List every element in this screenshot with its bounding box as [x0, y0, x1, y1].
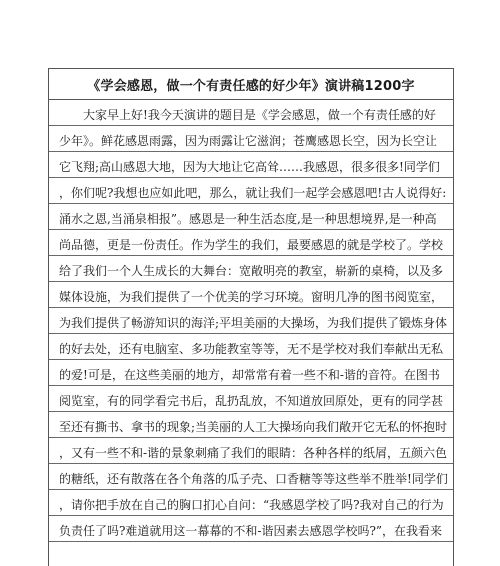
text-line: 负责任了吗?难道就用这一幕幕的不和-谐因素去感恩学校吗?”，在我看来 — [49, 516, 453, 542]
text-line: ，又有一些不和-谐的景象刺痛了我们的眼睛：各种各样的纸屑，五颜六色 — [49, 438, 453, 464]
text-line: 尚品德，更是一份责任。作为学生的我们，最要感恩的就是学校了。学校 — [49, 230, 453, 256]
text-line: 给了我们一个人生成长的大舞台：宽敞明亮的教室，崭新的桌椅，以及多 — [49, 256, 453, 282]
document-title: 《学会感恩，做一个有责任感的好少年》演讲稿1200字 — [49, 69, 453, 100]
text-line: 少年》。鲜花感恩雨露，因为雨露让它滋润；苍鹰感恩长空，因为长空让 — [49, 126, 453, 152]
text-line: 它飞翔;高山感恩大地，因为大地让它高耸……我感恩，很多很多!同学们 — [49, 152, 453, 178]
document-page — [48, 68, 454, 566]
text-line: ，你们呢?我想也应如此吧，那么，就让我们一起学会感恩吧!古人说得好: — [49, 178, 453, 204]
text-line: ，请你把手放在自己的胸口扪心自问：“我感恩学校了吗?我对自己的行为 — [49, 490, 453, 516]
text-line: 至还有撕书、拿书的现象;当美丽的人工大操场向我们敞开它无私的怀抱时 — [49, 412, 453, 438]
text-line: 涌水之恩,当涌泉相报”。感恩是一种生活态度,是一种思想境界,是一种高 — [49, 204, 453, 230]
text-line: 大家早上好!我今天演讲的题目是《学会感恩，做一个有责任感的好 — [49, 100, 453, 126]
text-line: 的好去处，还有电脑室、多功能教室等等，无不是学校对我们奉献出无私 — [49, 334, 453, 360]
text-line: 阅览室，有的同学看完书后，乱扔乱放，不知道放回原处，更有的同学甚 — [49, 386, 453, 412]
text-line: 的糖纸，还有散落在各个角落的瓜子壳、口香糖等等这些举不胜举!同学们 — [49, 464, 453, 490]
text-line: 的爱!可是，在这些美丽的地方，却常常有着一些不和-谐的音符。在图书 — [49, 360, 453, 386]
text-line: 为我们提供了畅游知识的海洋;平坦美丽的大操场，为我们提供了锻炼身体 — [49, 308, 453, 334]
document-body — [49, 100, 453, 542]
text-line: 媒体设施，为我们提供了一个优美的学习环境。窗明几净的图书阅览室， — [49, 282, 453, 308]
